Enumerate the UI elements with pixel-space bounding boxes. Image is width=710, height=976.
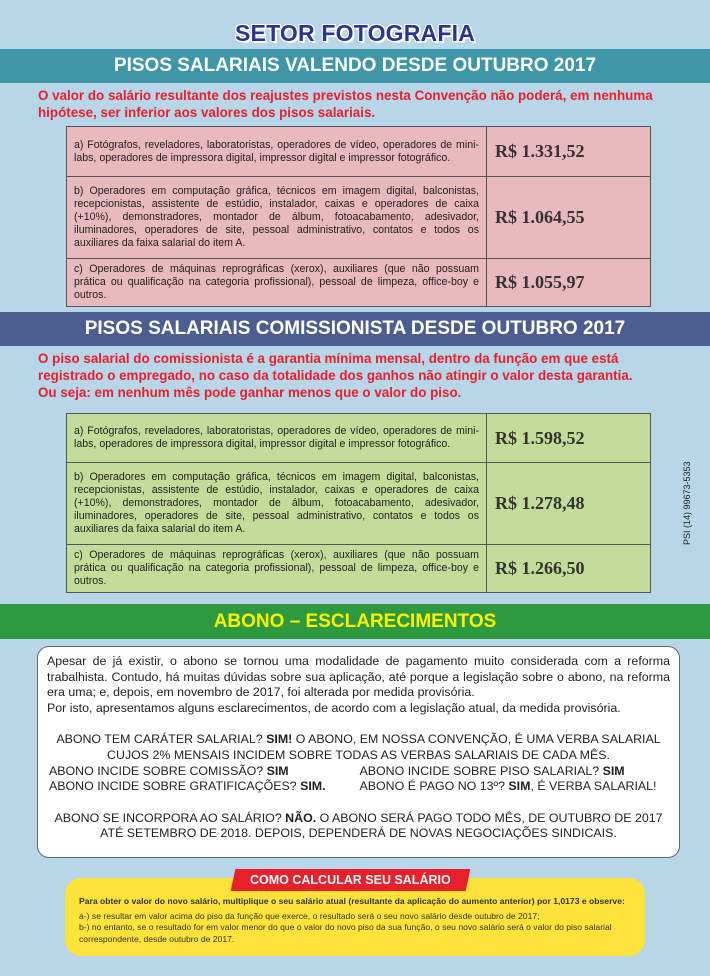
pisos-table (66, 126, 651, 307)
table-row (67, 127, 651, 177)
answer-text: SIM (266, 763, 289, 778)
calc-lead: Para obter o valor do novo salário, multiplique o seu salário atual (resultante da aplicação do aumento anterior) por 1,0173 e observe: (79, 896, 625, 906)
row-description: a) Fotógrafos, reveladores, laboratoristas, operadores de vídeo, operadores de mini-labs, operadores de impressora digital, impressor digital e impressor fotográfico. (67, 127, 487, 177)
row-value: R$ 1.331,52 (487, 127, 651, 177)
row-description: b) Operadores em computação gráfica, técnicos em imagem digital, balconistas, recepcionistas, assistente de estúdio, instalador, caixas e operadores de caixa (+10%), demonstradores, montador de álbum, fotoacabamento, adesivador, iluminadores, operadores de site, pessoal administrativo, contatos e todos os auxiliares da faixa salarial do item A. (67, 463, 487, 545)
question-text: ABONO SE INCORPORA AO SALÁRIO? (54, 810, 282, 825)
row-value: R$ 1.266,50 (487, 545, 651, 593)
abono-q2 (47, 764, 360, 780)
row-value: R$ 1.278,48 (487, 463, 651, 545)
section3-heading: ABONO – ESCLARECIMENTOS (0, 604, 710, 639)
row-description: a) Fotógrafos, reveladores, laboratoristas, operadores de vídeo, operadores de mini-labs, operadores de impressora digital, impressor digital e impressor fotográfico. (67, 414, 487, 463)
abono-intro2: Por isto, apresentamos alguns esclarecimentos, de acordo com a legislação atual, da medida provisória. (47, 700, 621, 715)
calc-banner (231, 869, 471, 891)
table-row (67, 463, 651, 545)
row-description: c) Operadores de máquinas reprográficas (xerox), auxiliares (que não possuam prática ou qualificação na categoria profissional), pessoal de limpeza, office-boy e outros. (67, 545, 487, 593)
calc-item-a: a-) se resultar em valor acima do piso da função que exerce, o resultado será o seu novo salário desde outubro de 2017; (79, 910, 540, 921)
abono-q1 (47, 732, 670, 763)
answer-text: SIM (602, 763, 625, 778)
question-text: ABONO TEM CARÁTER SALARIAL? (56, 732, 263, 747)
row-value: R$ 1.055,97 (487, 259, 651, 307)
abono-pair-row (47, 764, 670, 780)
page-title: SETOR FOTOGRAFIA (234, 20, 476, 46)
abono-q4 (47, 779, 360, 795)
answer-text: SIM! (266, 732, 293, 747)
abono-q5 (360, 779, 671, 795)
question-text: ABONO INCIDE SOBRE COMISSÃO? (49, 763, 264, 778)
abono-q6 (47, 811, 670, 842)
section2-note-line: O piso salarial do comissionista é a garantia mínima mensal, dentro da função em que está registrado o empregado, no caso da totalidade dos ganhos não atingir o valor desta garantia. (38, 351, 633, 383)
calc-banner-label: COMO CALCULAR SEU SALÁRIO (250, 873, 451, 887)
table-row (67, 259, 651, 307)
question-text: , É VERBA SALARIAL! (530, 779, 657, 794)
table-row (67, 545, 651, 593)
row-value: R$ 1.064,55 (487, 177, 651, 259)
comissionista-table (66, 413, 651, 593)
question-text: ABONO INCIDE SOBRE GRATIFICAÇÕES? (49, 779, 297, 794)
question-text: ABONO INCIDE SOBRE PISO SALARIAL? (359, 763, 600, 778)
answer-text: SIM (508, 779, 531, 794)
row-description: c) Operadores de máquinas reprográficas (xerox), auxiliares (que não possuam prática ou qualificação na categoria profissional), pessoal de limpeza, office-boy e outros. (67, 259, 487, 307)
row-value: R$ 1.598,52 (487, 414, 651, 463)
abono-q3 (360, 764, 671, 780)
section2-note (38, 350, 678, 401)
answer-text: SIM. (300, 779, 326, 794)
section1-heading: PISOS SALARIAIS VALENDO DESDE OUTUBRO 2017 (0, 49, 710, 83)
answer-text: NÃO. (285, 810, 317, 825)
table-row (67, 414, 651, 463)
question-text: ABONO É PAGO NO 13º? (359, 779, 505, 794)
section2-heading: PISOS SALARIAIS COMISSIONISTA DESDE OUTUBRO 2017 (0, 312, 710, 346)
section2-note-line: Ou seja: em nenhum mês pode ganhar menos que o valor do piso. (38, 385, 462, 400)
abono-intro: Apesar de já existir, o abono se tornou uma modalidade de pagamento muito considerada com a reforma trabalhista. Contudo, há muitas dúvidas sobre sua aplicação, até porque a legislação sobre o abono, na reforma era uma; e, depois, em novembro de 2017, foi alterada por medida provisória. (47, 654, 670, 700)
side-tag: PSI (14) 99673-5353 (682, 461, 692, 545)
row-description: b) Operadores em computação gráfica, técnicos em imagem digital, balconistas, recepcionistas, assistente de estúdio, instalador, caixas e operadores de caixa (+10%), demonstradores, montador de álbum, fotoacabamento, adesivador, iluminadores, operadores de site, pessoal administrativo, contatos e todos os auxiliares da faixa salarial do item A. (67, 177, 487, 259)
abono-box (37, 646, 680, 858)
table-row (67, 177, 651, 259)
question-text: O ABONO SERÁ PAGO TODO MÊS, DE OUTUBRO DE 2017 ATÉ SETEMBRO DE 2018. DEPOIS, DEPENDERÁ DE NOVAS NEGOCIAÇÕES SINDICAIS. (100, 810, 663, 841)
section1-note: O valor do salário resultante dos reajustes previstos nesta Convenção não poderá, em nenhuma hipótese, ser inferior aos valores dos pisos salariais. (38, 88, 653, 120)
abono-pair-row (47, 779, 670, 795)
question-text: O ABONO, EM NOSSA CONVENÇÃO, É UMA VERBA SALARIAL CUJOS 2% MENSAIS INCIDEM SOBRE TODAS AS VERBAS SALARIAIS DE CADA MÊS. (107, 732, 661, 762)
calc-item-b: b-) no entanto, se o resultado for em valor menor do que o valor do novo piso da sua função, o seu novo salário será o valor do piso salarial correspondente, desde outubro de 2017. (79, 922, 612, 944)
